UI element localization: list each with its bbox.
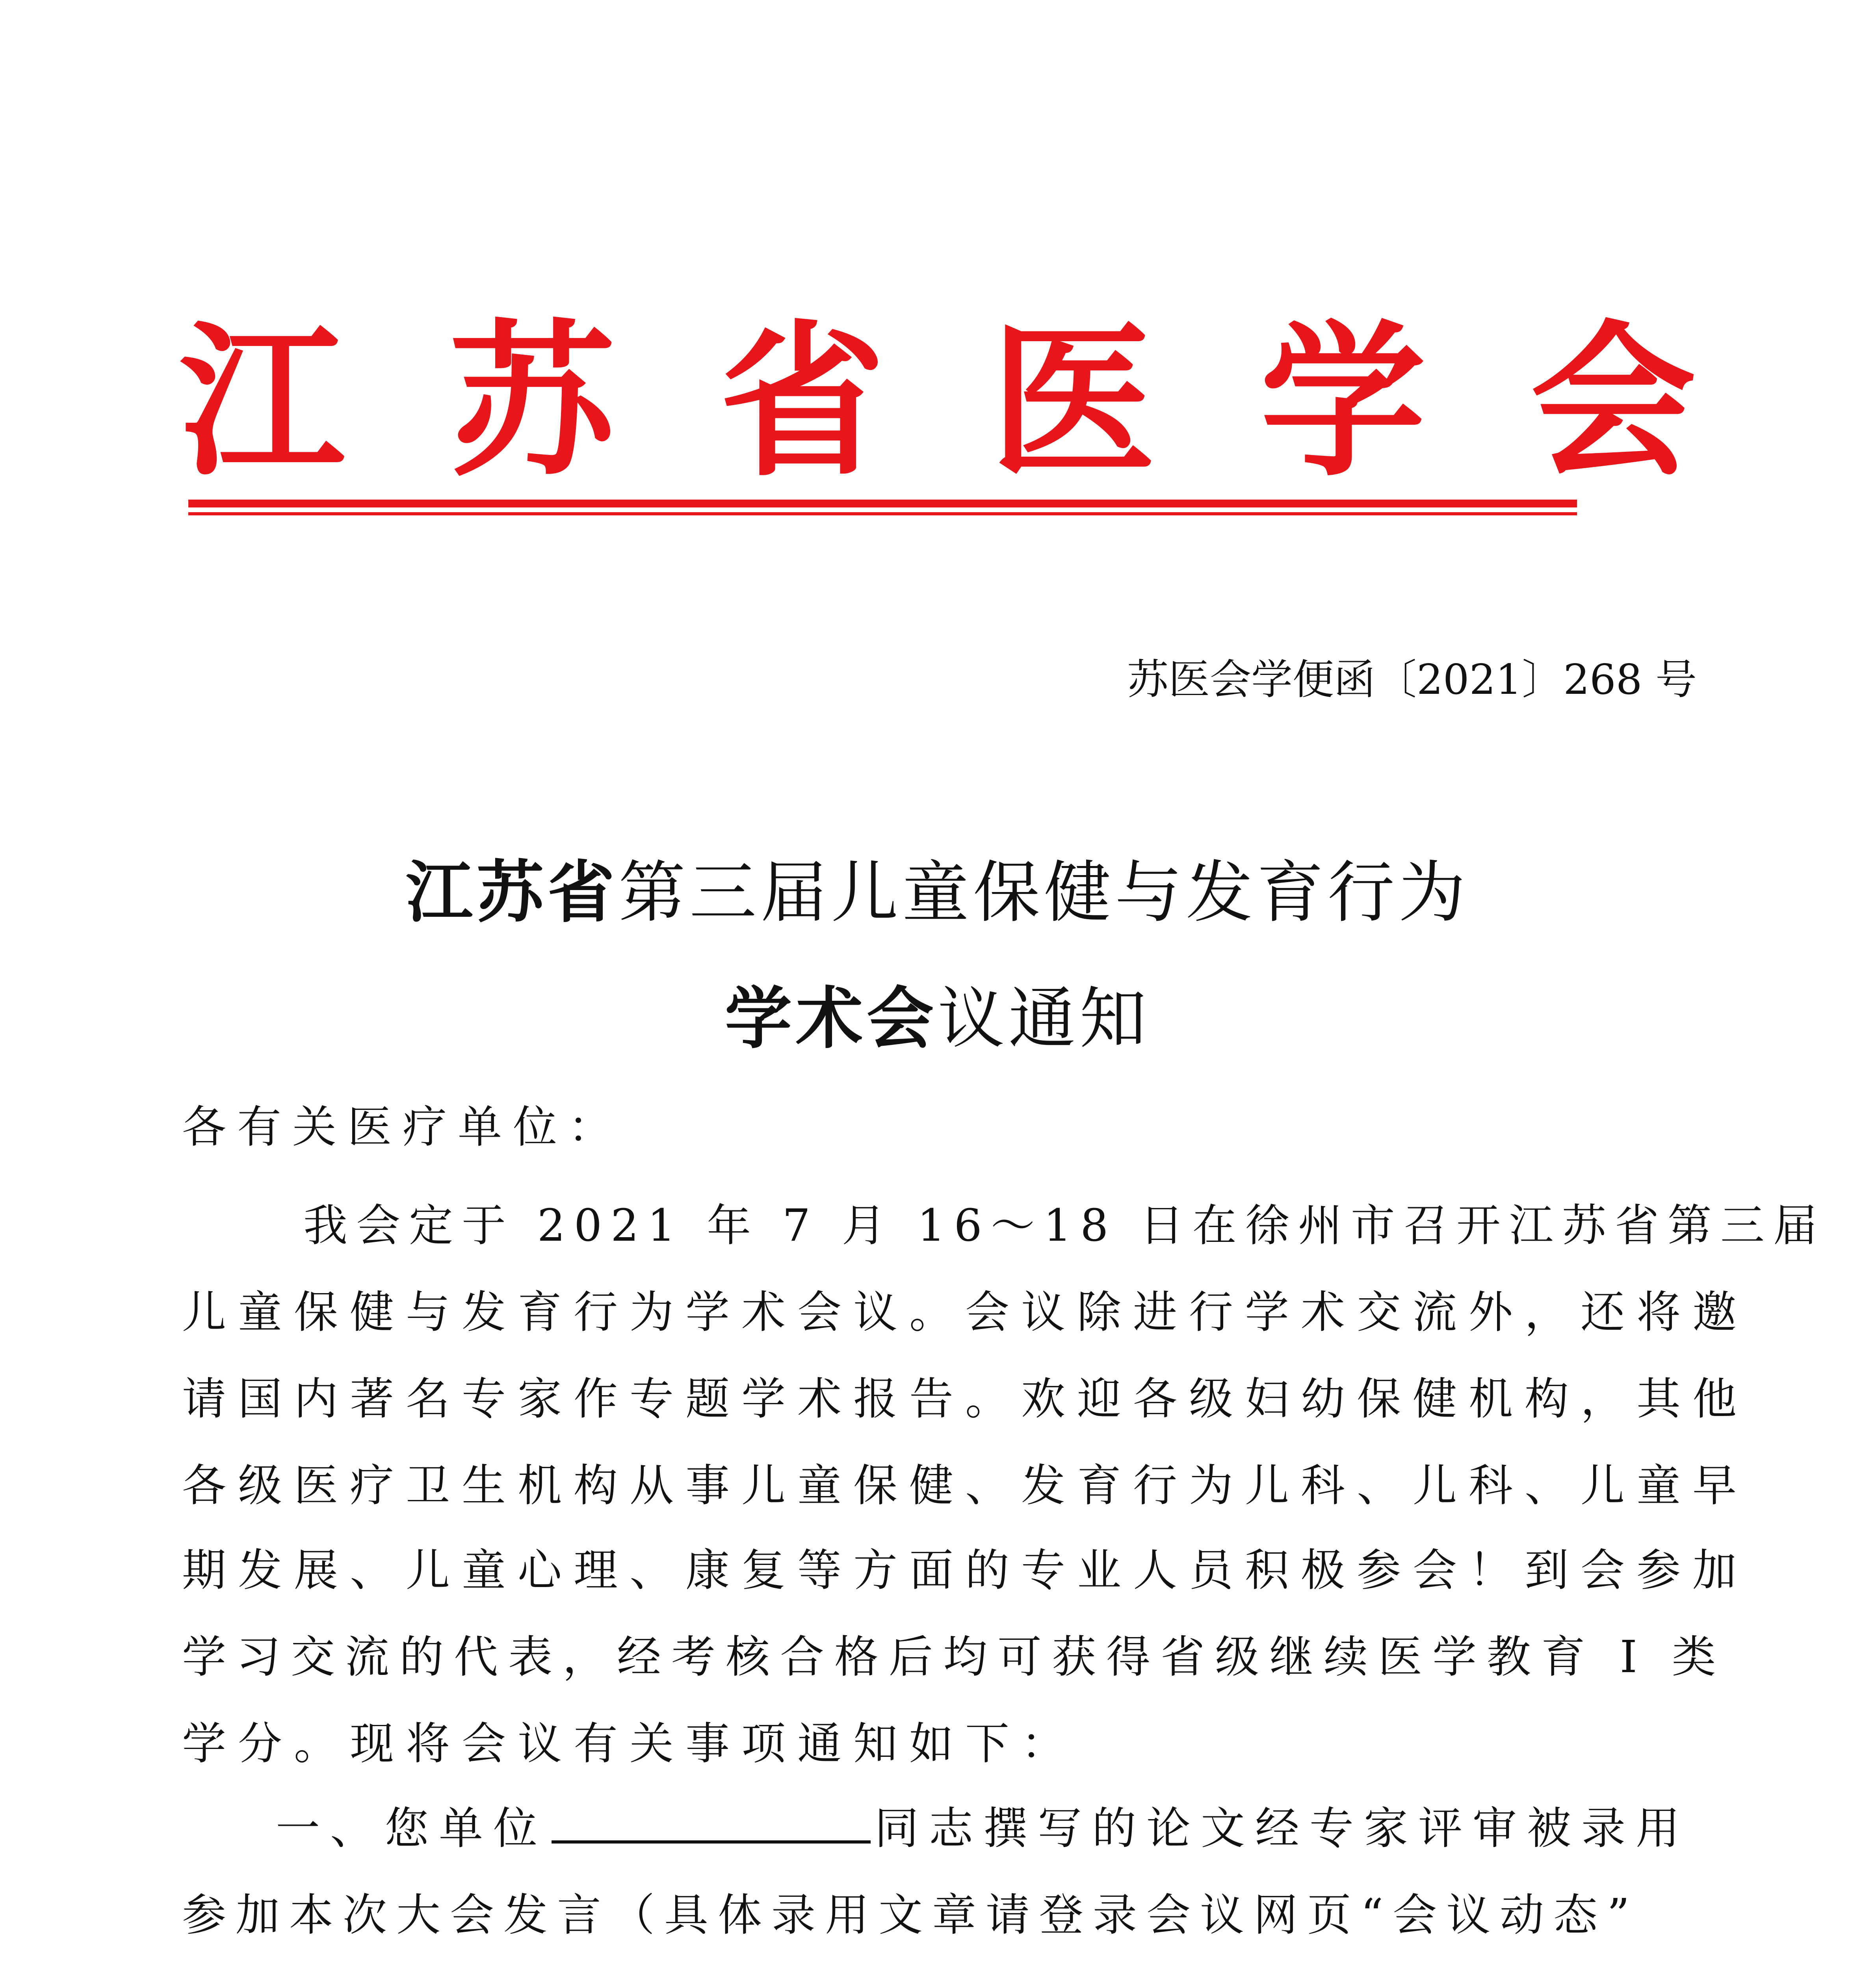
title-regular-part: 第三届儿童保健与发育行为: [619, 854, 1470, 932]
letterhead-char: 江: [179, 305, 345, 499]
paragraph-line: 学习交流的代表，经考核合格后均可获得省级继续医学教育 I 类: [182, 1632, 1726, 1683]
title-bold-part: 江苏省: [405, 853, 619, 932]
title-bold-part: 学术: [724, 979, 867, 1058]
item-1-prefix: 一、您单位: [276, 1803, 548, 1854]
document-number: 苏医会学便函〔2021〕268 号: [1127, 656, 1697, 704]
fill-in-blank-line: [552, 1797, 871, 1844]
letterhead-divider-thin: [188, 512, 1577, 515]
title-bold-part: 会: [866, 979, 938, 1058]
letterhead-char: 会: [1531, 305, 1696, 499]
title-regular-part: 议通知: [938, 980, 1151, 1058]
paragraph-line: [182, 1968, 1693, 1970]
paragraph-line: 参加本次大会发言（具体录用文章请登录会议网页“会议动态”: [182, 1890, 1639, 1941]
salutation: 各有关医疗单位：: [182, 1102, 623, 1153]
letterhead-title: [179, 299, 1696, 504]
paragraph-line: 我会定于 2021 年 7 月 16～18 日在徐州市召开江苏省第三届: [303, 1200, 1826, 1251]
paragraph-line: 期发展、儿童心理、康复等方面的专业人员积极参会！到会参加: [182, 1545, 1748, 1596]
paragraph-line: 请国内著名专家作专题学术报告。欢迎各级妇幼保健机构，其他: [182, 1373, 1748, 1425]
letterhead-char: 苏: [449, 305, 615, 499]
notice-title-line-2: [179, 973, 1696, 1064]
notice-title-line-1: [179, 847, 1696, 938]
letterhead-char: 医: [990, 305, 1155, 499]
item-1-suffix: 同志撰写的论文经专家评审被录用: [875, 1803, 1690, 1854]
letterhead-char: 省: [720, 305, 885, 499]
letterhead-divider-thick: [188, 500, 1577, 507]
paragraph-line: 各级医疗卫生机构从事儿童保健、发育行为儿科、儿科、儿童早: [182, 1460, 1748, 1511]
paragraph-line: 儿童保健与发育行为学术会议。会议除进行学术交流外，还将邀: [182, 1287, 1748, 1338]
paragraph-line: 学分。现将会议有关事项通知如下：: [182, 1718, 1077, 1769]
item-1-first-line: [276, 1797, 1693, 1861]
letterhead-char: 学: [1260, 305, 1426, 499]
